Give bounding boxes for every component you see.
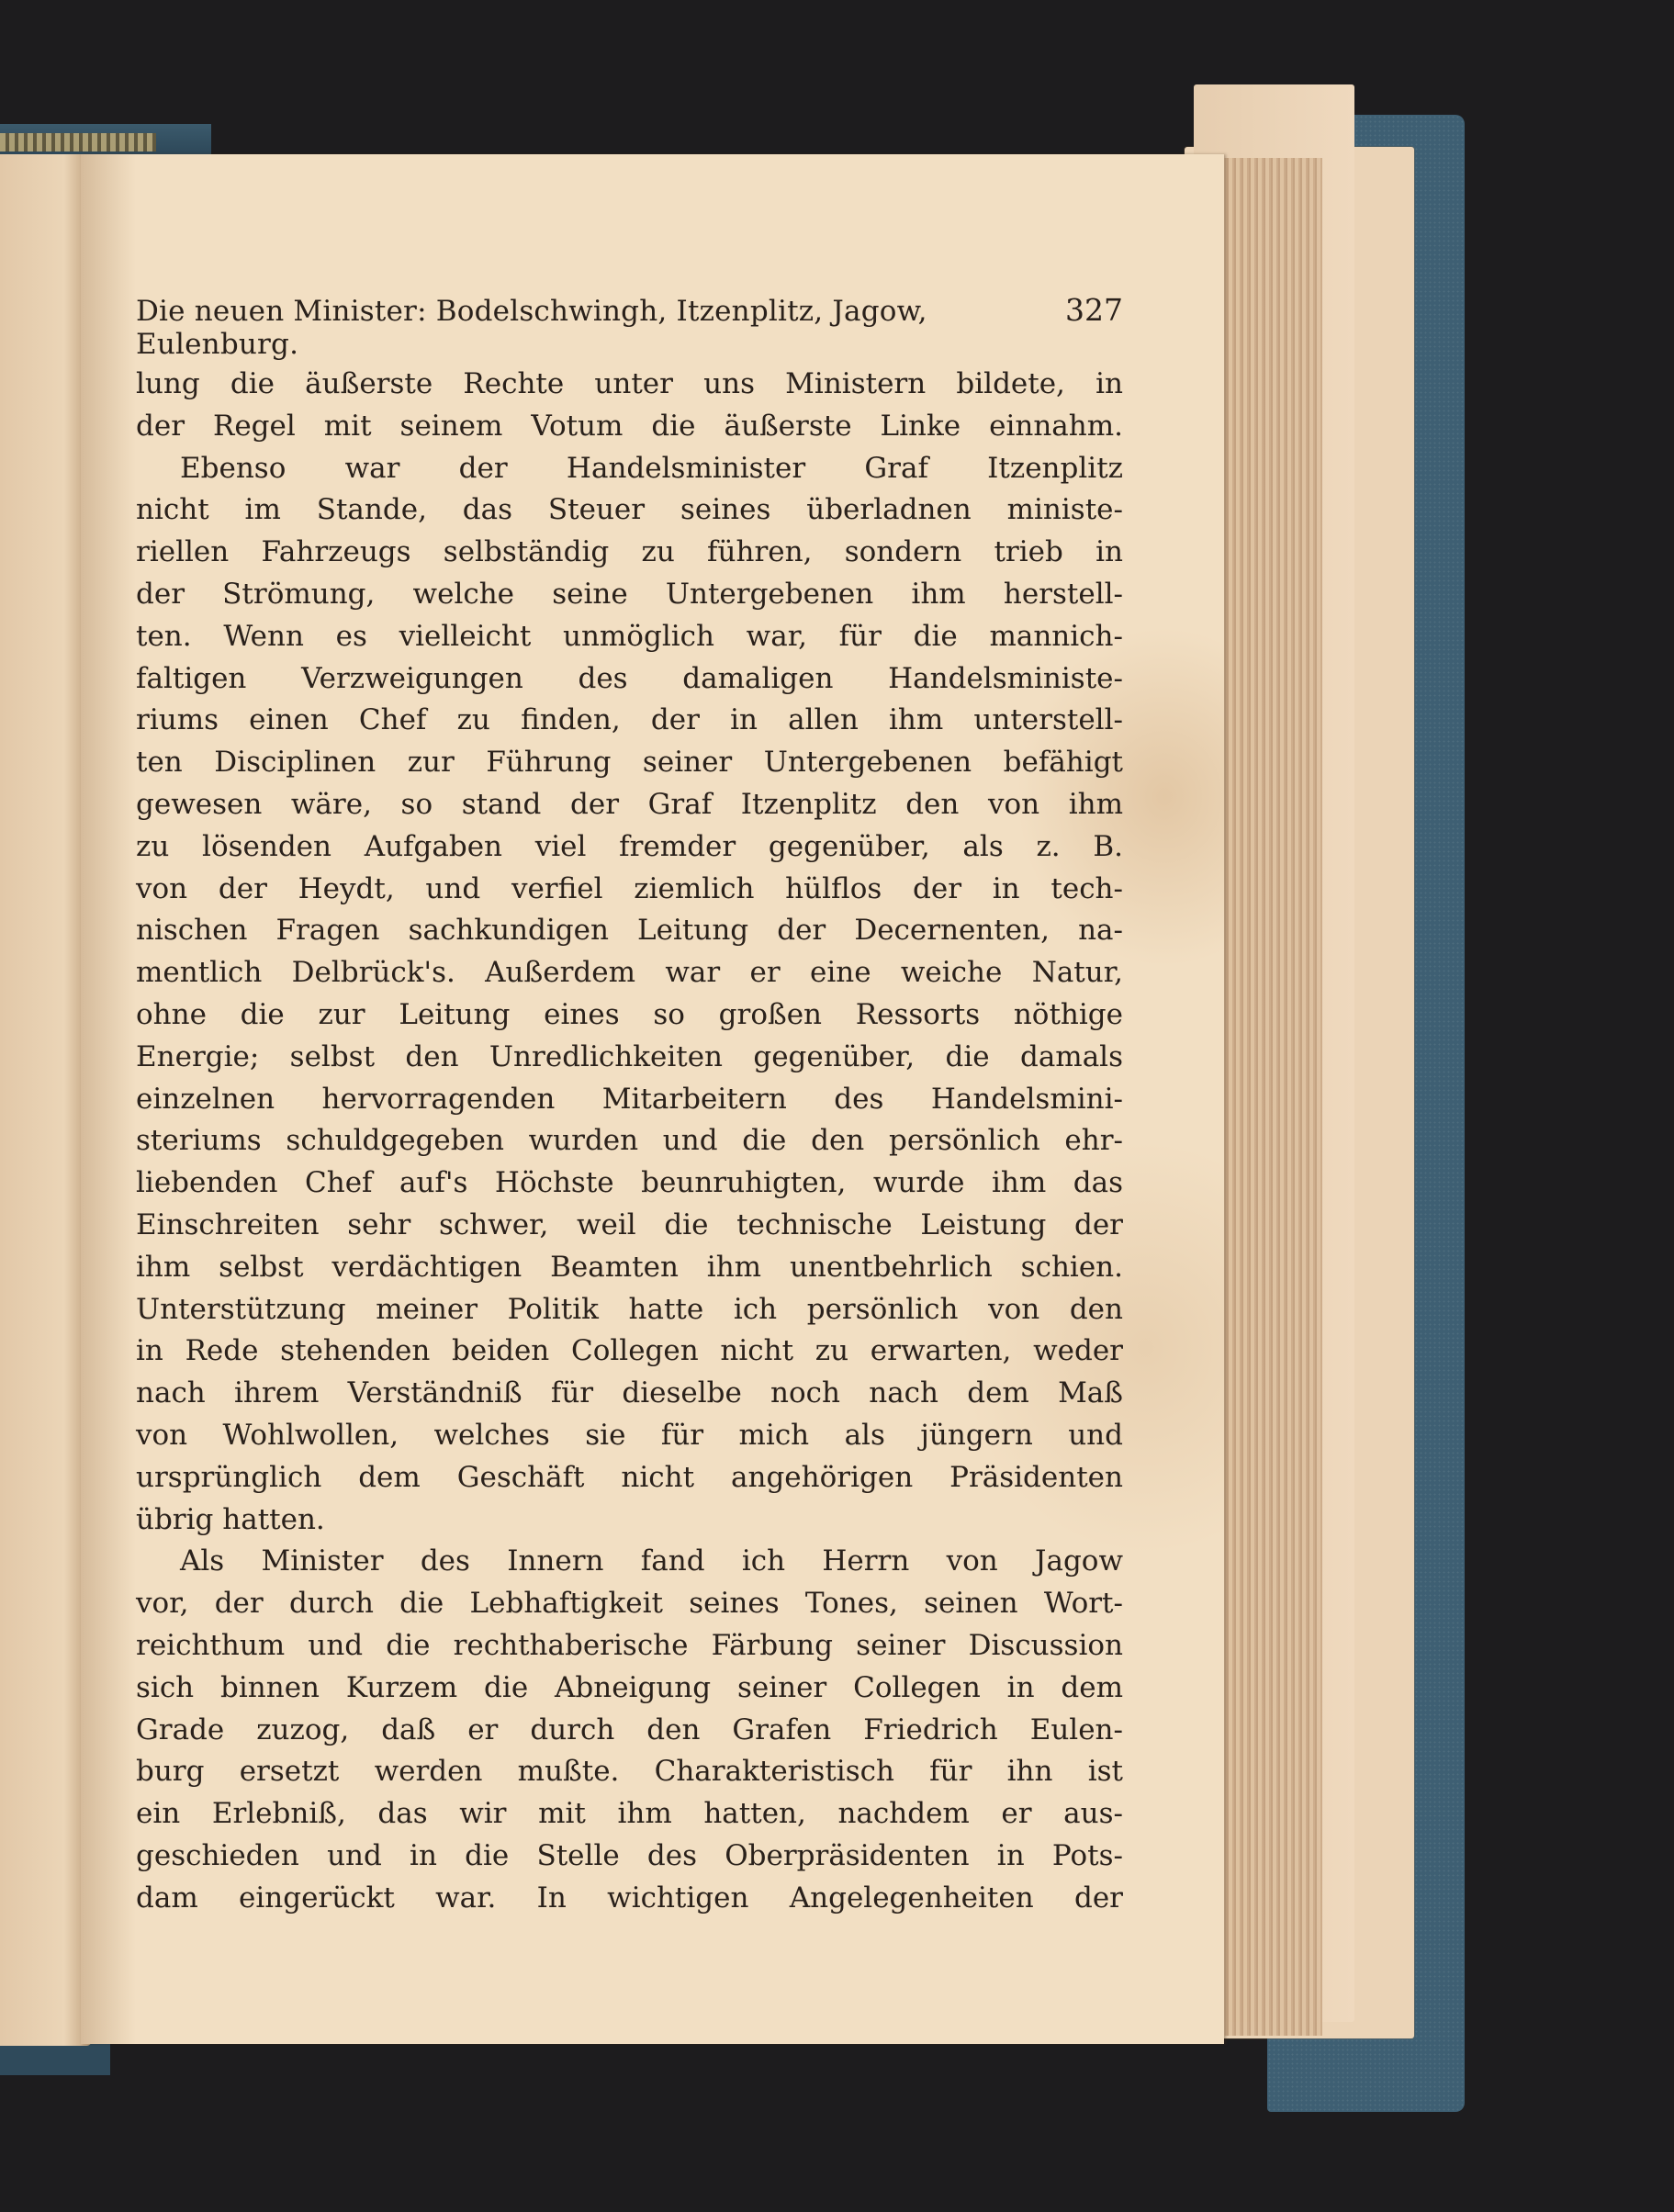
text-line: ten. Wenn es vielleicht unmöglich war, für die mannich- [136,619,1123,653]
text-line: zu lösenden Aufgaben viel fremder gegenüber, als z. B. [136,829,1123,863]
headband [0,133,156,152]
text-line: der Strömung, welche seine Untergebenen ihm herstell- [136,577,1123,611]
text-line: von Wohlwollen, welches sie für mich als jüngern und [136,1418,1123,1452]
running-head [136,292,1123,361]
text-line: Grade zuzog, daß er durch den Grafen Friedrich Eulen- [136,1712,1123,1746]
text-line: mentlich Delbrück's. Außerdem war er eine weiche Natur, [136,956,1123,990]
text-line: ursprünglich dem Geschäft nicht angehörigen Präsidenten [136,1460,1123,1494]
text-line: riums einen Chef zu finden, der in allen ihm unterstell- [136,703,1123,737]
text-line: Ebenso war der Handelsminister Graf Itzenplitz [180,451,1123,485]
text-line: der Regel mit seinem Votum die äußerste Linke einnahm. [136,409,1123,443]
text-line: dam eingerückt war. In wichtigen Angelegenheiten der [136,1881,1123,1914]
text-line: Als Minister des Innern fand ich Herrn von Jagow [180,1544,1123,1578]
text-line: ten Disciplinen zur Führung seiner Untergebenen befähigt [136,746,1123,780]
text-line: Einschreiten sehr schwer, weil die technische Leistung der [136,1207,1123,1241]
text-line: lung die äußerste Rechte unter uns Ministern bildete, in [136,367,1123,400]
text-line: ihm selbst verdächtigen Beamten ihm unentbehrlich schien. [136,1250,1123,1284]
text-line: sich binnen Kurzem die Abneigung seiner Collegen in dem [136,1670,1123,1704]
text-line: reichthum und die rechthaberische Färbung seiner Discussion [136,1628,1123,1662]
text-line: ohne die zur Leitung eines so großen Ressorts nöthige [136,997,1123,1031]
page-stack-edge [1212,158,1322,2036]
running-title: Die neuen Minister: Bodelschwingh, Itzenplitz, Jagow, Eulenburg. [136,295,927,361]
text-line: geschieden und in die Stelle des Oberpräsidenten in Pots- [136,1838,1123,1872]
left-page-edge [0,154,92,2046]
book-page [81,154,1224,2044]
text-line: ein Erlebniß, das wir mit ihm hatten, nachdem er aus- [136,1797,1123,1831]
text-line: vor, der durch die Lebhaftigkeit seines Tones, seinen Wort- [136,1587,1123,1621]
text-line: nach ihrem Verständniß für dieselbe noch nach dem Maß [136,1376,1123,1410]
text-line: einzelnen hervorragenden Mitarbeitern des Handelsmini- [136,1082,1123,1116]
text-line: von der Heydt, und verfiel ziemlich hülflos der in tech- [136,871,1123,905]
text-line: liebenden Chef auf's Höchste beunruhigten, wurde ihm das [136,1166,1123,1200]
text-line: Energie; selbst den Unredlichkeiten gegenüber, die damals [136,1039,1123,1073]
text-line: nischen Fragen sachkundigen Leitung der Decernenten, na- [136,914,1123,948]
text-line: riellen Fahrzeugs selbständig zu führen, sondern trieb in [136,535,1123,569]
body-text [136,364,1123,1919]
text-line: nicht im Stande, das Steuer seines überladnen ministe- [136,493,1123,527]
text-line: steriums schuldgegeben wurden und die den persönlich ehr- [136,1124,1123,1158]
text-line: Unterstützung meiner Politik hatte ich persönlich von den [136,1292,1123,1326]
text-line: faltigen Verzweigungen des damaligen Handelsministe- [136,661,1123,695]
text-line: übrig hatten. [136,1502,325,1536]
text-line: burg ersetzt werden mußte. Charakteristisch für ihn ist [136,1755,1123,1789]
text-line: gewesen wäre, so stand der Graf Itzenplitz den von ihm [136,787,1123,821]
page-number: 327 [1065,292,1123,328]
text-line: in Rede stehenden beiden Collegen nicht zu erwarten, weder [136,1334,1123,1368]
